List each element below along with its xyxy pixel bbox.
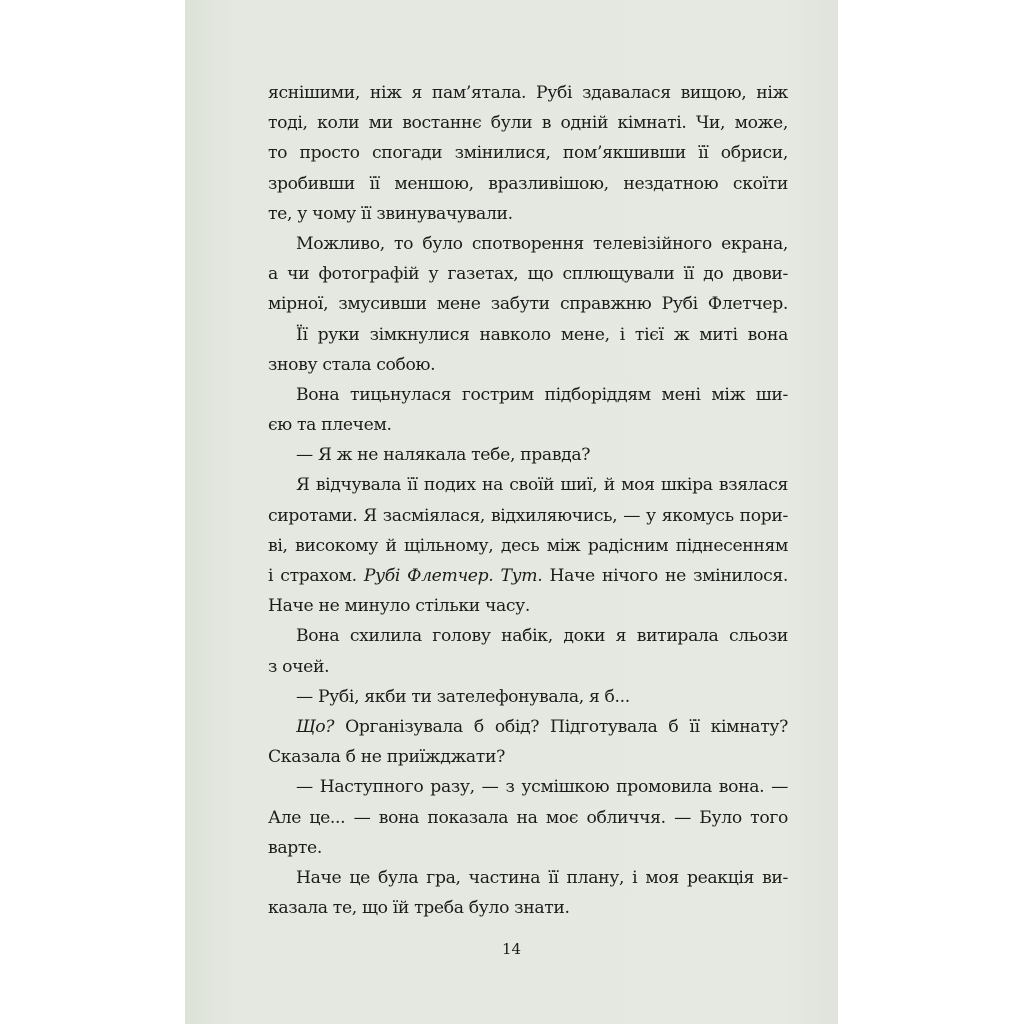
dialogue-line: — Я ж не налякала тебе, правда? (296, 445, 591, 466)
text-line: єю та плечем. (268, 415, 392, 436)
italic-span: Рубі Флетчер. Тут. (363, 566, 543, 586)
text-line: Сказала б не приїжджати? (268, 747, 505, 768)
page-body-text (268, 78, 788, 923)
text-line: яснішими, ніж я пам’ятала. Рубі здавалася вищою, ніж (268, 83, 788, 103)
text-line: то просто спогади змінилися, пом’якшивши її обриси, (268, 143, 788, 164)
dialogue-line: Але це... — вона показала на моє обличчя. — Було того (268, 807, 788, 828)
text-line: Можливо, то було спотворення телевізійного екрана, (296, 233, 788, 254)
text-line: Я відчувала її подих на своїй шиї, й моя шкіра взялася (296, 475, 788, 496)
italic-span: Що? (296, 716, 335, 737)
text-line: ві, високому й щільному, десь між радісним піднесенням (268, 535, 788, 556)
text-line: мірної, змусивши мене забути справжню Рубі Флетчер. (268, 294, 788, 315)
text-line: тоді, коли ми востаннє були в одній кімнаті. Чи, може, (268, 113, 788, 134)
page-number: 14 (501, 940, 522, 958)
text-line: зробивши її меншою, вразливішою, нездатною скоїти (268, 173, 788, 194)
text-line: сиротами. Я засміялася, відхиляючись, — у якомусь пори- (268, 505, 788, 526)
dialogue-line: — Рубі, якби ти зателефонувала, я б... (296, 686, 630, 707)
text-line-with-italic (268, 561, 788, 591)
dialogue-line: варте. (268, 837, 322, 858)
text-line: з очей. (268, 656, 330, 677)
text-line: Вона тицьнулася гострим підборіддям мені між ши- (296, 384, 788, 405)
book-page (185, 0, 838, 1024)
text-line: а чи фотографій у газетах, що сплющували її до двови- (268, 264, 788, 285)
text-line: Наче це була гра, частина її плану, і моя реакція ви- (296, 867, 788, 888)
text-line: Наче не минуло стільки часу. (268, 596, 531, 617)
text-span: Наче нічого не змінилося. (542, 566, 788, 586)
dialogue-line: — Наступного разу, — з усмішкою промовила вона. — (296, 777, 788, 798)
text-span: і страхом. (268, 566, 364, 586)
text-line-with-italic (268, 712, 788, 742)
text-line: Вона схилила голову набік, доки я витирала сльози (296, 626, 788, 647)
text-line: знову стала собою. (268, 354, 436, 375)
text-line: Її руки зімкнулися навколо мене, і тієї ж миті вона (296, 324, 788, 345)
text-span: Організувала б обід? Підготувала б її кімнату? (334, 716, 788, 737)
text-line: казала те, що їй треба було знати. (268, 898, 570, 919)
text-line: те, у чому її звинувачували. (268, 203, 513, 224)
